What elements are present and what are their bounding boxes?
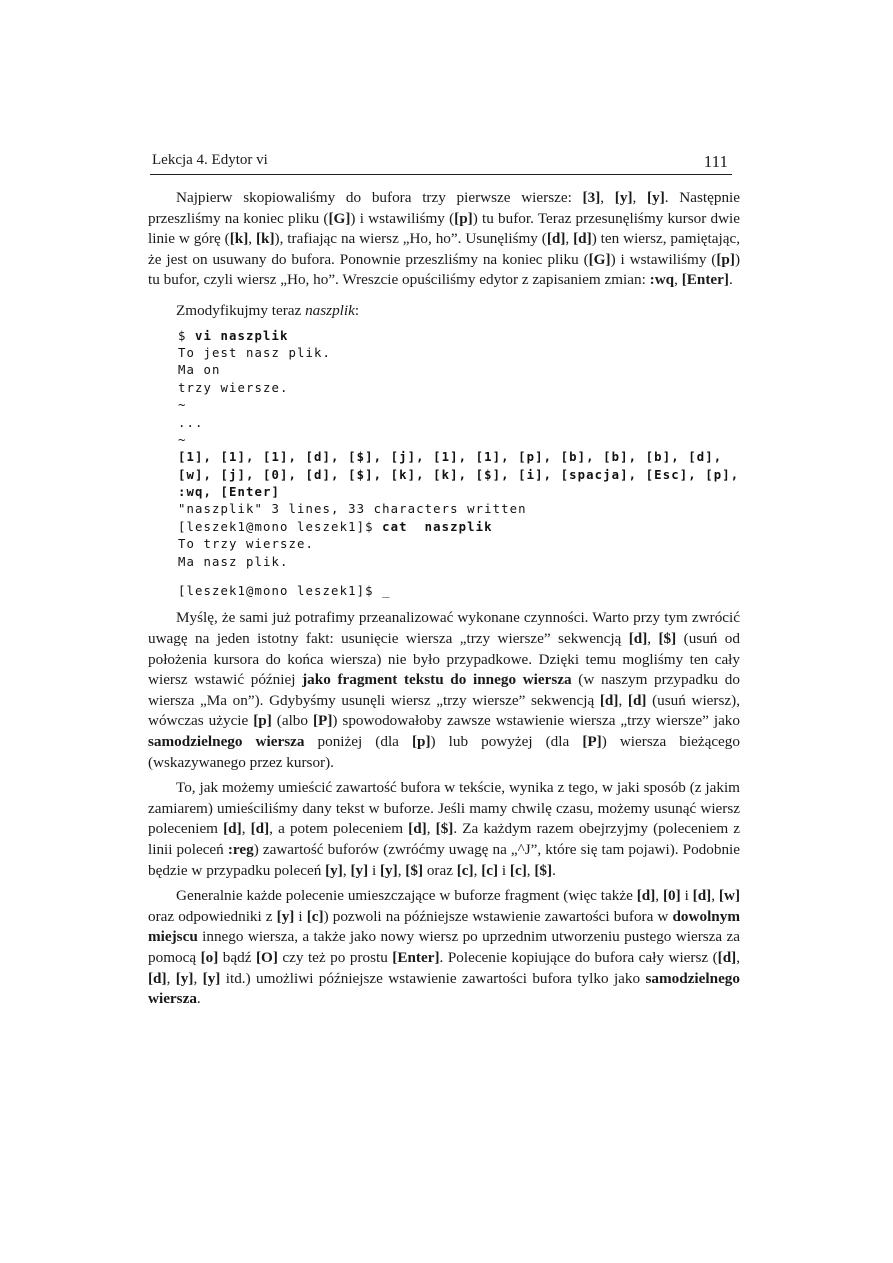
key-command: [d]: [573, 230, 592, 248]
text-run: . Za każdym razem obejrzyjmy (poleceniem z linii poleceń: [148, 820, 741, 858]
text-run: Generalnie każde polecenie umieszczające w buforze fragment (więc także: [176, 887, 637, 905]
text-run: ,: [711, 887, 719, 905]
text-run: itd.) umożliwi późniejsze wstawienie zawartości bufora tylko jako: [220, 969, 646, 987]
intro-sentence: [148, 301, 740, 322]
text-run: ), trafiając na wiersz „Ho, ho”. Usunęliśmy (: [274, 230, 547, 248]
key-command: [c]: [306, 907, 324, 925]
text-run: ,: [248, 230, 256, 248]
terminal-listing: [178, 328, 740, 601]
page-header: [150, 152, 732, 175]
text-run: ) tu bufor, czyli wiersz „Ho, ho”. Wreszcie opuściliśmy edytor z zapisaniem zmian:: [148, 250, 740, 289]
key-command: [y]: [379, 861, 398, 879]
cat-command: cat naszplik: [382, 519, 493, 534]
text-run: .: [552, 861, 556, 879]
text-run: . Polecenie kopiujące do bufora cały wiersz (: [439, 948, 718, 966]
key-command: [$]: [405, 861, 424, 879]
key-command: [y]: [647, 189, 665, 206]
text-run: i: [498, 861, 510, 879]
key-command: [p]: [253, 712, 272, 730]
text-run: ,: [473, 861, 482, 879]
text-run: i: [680, 887, 693, 905]
key-command: [y]: [614, 189, 633, 206]
key-command: [y]: [325, 861, 343, 879]
key-command: [c]: [481, 861, 499, 879]
key-command: [o]: [200, 948, 219, 966]
text-run: , a potem poleceniem: [269, 820, 409, 838]
key-command: [w]: [718, 887, 741, 905]
text-run: oraz odpowiedniki z: [148, 907, 277, 925]
intro-suffix: :: [354, 301, 360, 319]
key-command: dowolnym miejscu: [148, 907, 740, 946]
text-run: ) i wstawiliśmy (: [610, 250, 717, 268]
code-line: ~: [178, 432, 187, 447]
code-line: ...: [178, 415, 204, 430]
key-command: [y]: [350, 861, 369, 879]
key-command: [O]: [255, 948, 278, 966]
key-command: [y]: [202, 969, 221, 987]
paragraph-4: [148, 886, 740, 1010]
intro-filename: naszplik: [305, 301, 355, 319]
intro-prefix: Zmodyfikujmy teraz: [176, 301, 306, 319]
page-body: [148, 188, 740, 1010]
key-sequence-line: :wq, [Enter]: [178, 485, 281, 500]
running-head: Lekcja 4. Edytor vi: [152, 152, 268, 168]
paragraph-2: [148, 608, 740, 773]
key-command: [P]: [582, 732, 602, 750]
text-run: ,: [647, 630, 659, 648]
key-command: samodzielnego wiersza: [148, 732, 305, 750]
text-run: .: [728, 271, 733, 289]
code-gap: [178, 571, 740, 583]
text-run: czy też po prostu: [277, 948, 393, 966]
key-command: [d]: [223, 820, 242, 838]
text-run: ) i wstawiliśmy (: [350, 209, 455, 227]
shell-prompt: [leszek1@mono leszek1]$: [178, 519, 383, 534]
vi-command: vi naszplik: [195, 328, 289, 343]
key-command: [p]: [716, 250, 735, 268]
key-command: [d]: [692, 887, 712, 905]
text-run: ) zawartość buforów (zwróćmy uwagę na „^J”, które się tam pojawi). Podobnie będzie w przypadku poleceń: [148, 840, 740, 879]
key-command: [d]: [599, 691, 619, 709]
key-command: [G]: [588, 250, 611, 268]
code-line: To trzy wiersze.: [178, 537, 315, 552]
text-run: (usuń wiersz), wówczas użycie: [148, 691, 740, 730]
key-command: [$]: [658, 630, 677, 648]
key-command: [p]: [454, 209, 473, 227]
key-command: [y]: [175, 969, 194, 987]
text-run: ) ten wiersz, pamiętając, że jest on usuwany do bufora. Ponownie przeszliśmy na koniec pliku (: [148, 230, 741, 268]
key-command: [c]: [456, 861, 474, 879]
key-command: [k]: [229, 230, 249, 248]
text-run: ) tu bufor. Teraz przesunęliśmy kursor dwie linie w górę (: [148, 209, 740, 248]
key-command: [$]: [534, 861, 553, 879]
text-run: ,: [736, 948, 741, 966]
code-line: [178, 519, 740, 536]
text-run: innego wiersza, a także jako nowy wiersz po uprzednim utworzeniu pustego wiersza za pomocą: [148, 928, 740, 966]
page-number: 111: [703, 152, 728, 171]
key-command: [d]: [408, 820, 427, 838]
shell-prompt: $: [178, 328, 196, 343]
key-command: [G]: [328, 209, 351, 227]
text-run: ,: [526, 861, 535, 879]
text-run: poniżej (dla: [304, 732, 412, 750]
text-run: ,: [426, 820, 436, 838]
text-run: ,: [565, 230, 574, 248]
text-run: ) lub powyżej (dla: [430, 732, 583, 750]
code-line: ~: [178, 398, 187, 413]
text-run: bądź: [218, 948, 256, 966]
key-command: [k]: [255, 230, 275, 248]
text-run: oraz: [423, 861, 457, 879]
vi-status-line: "naszplik" 3 lines, 33 characters written: [178, 502, 527, 517]
key-command: [d]: [636, 887, 656, 905]
text-run: i: [294, 907, 307, 925]
text-run: ,: [193, 969, 203, 987]
text-run: (albo: [271, 712, 313, 730]
key-sequence-line: [w], [j], [0], [d], [$], [k], [k], [$], [i], [spacja], [Esc], [p],: [178, 467, 740, 482]
text-run: ,: [397, 861, 406, 879]
key-command: :wq: [649, 271, 675, 289]
code-line: Ma on: [178, 363, 221, 378]
paragraph-1: [148, 188, 740, 291]
text-run: ,: [632, 189, 648, 206]
text-run: ) spowodowałoby zawsze wstawienie wiersza „trzy wiersze” jako: [332, 712, 740, 730]
text-run: i: [368, 861, 380, 879]
key-command: [c]: [509, 861, 527, 879]
text-run: ,: [655, 887, 663, 905]
text-run: ,: [166, 969, 176, 987]
key-command: :reg: [227, 840, 254, 858]
key-command: [Enter]: [681, 271, 729, 289]
text-run: ) wiersza bieżącego (wskazywanego przez kursor).: [148, 732, 740, 771]
text-run: ,: [600, 189, 615, 206]
text-run: ,: [674, 271, 682, 289]
text-run: Najpierw skopiowaliśmy do bufora trzy pierwsze wiersze:: [176, 189, 583, 206]
key-command: [d]: [627, 691, 647, 709]
paragraph-3: [148, 778, 740, 881]
text-run: ,: [342, 861, 351, 879]
key-command: [d]: [250, 820, 270, 838]
key-command: samodzielnego wiersza: [148, 969, 740, 1008]
code-line: To jest nasz plik.: [178, 345, 332, 360]
text-run: ,: [241, 820, 251, 838]
code-line: Ma nasz plik.: [178, 554, 289, 569]
key-command: [Enter]: [392, 948, 440, 966]
key-command: jako fragment tekstu do innego wiersza: [302, 671, 572, 689]
text-run: .: [196, 990, 201, 1008]
text-run: ,: [618, 691, 628, 709]
key-command: [3]: [582, 189, 601, 206]
key-command: [d]: [717, 948, 737, 966]
text-run: (usuń od położenia kursora do końca wiersza) nie było przypadkowe. Dzięki temu mogliśmy ten cały wiersz wstawić później: [148, 630, 740, 689]
text-run: . Następnie przeszliśmy na koniec pliku (: [148, 189, 741, 227]
final-prompt-line: [leszek1@mono leszek1]$ _: [178, 584, 391, 599]
key-command: [0]: [662, 887, 681, 905]
text-run: Myślę, że sami już potrafimy przeanalizować wykonane czynności. Warto przy tym zwrócić uwagę na jeden istotny fakt: usunięcie wiersza „trzy wiersze” sekwencją: [148, 609, 740, 648]
key-sequence-line: [1], [1], [1], [d], [$], [j], [1], [1], [p], [b], [b], [b], [d],: [178, 450, 723, 465]
key-command: [d]: [628, 630, 648, 648]
key-command: [$]: [435, 820, 454, 838]
text-run: (w naszym przypadku do wiersza „Ma on”). Gdybyśmy usunęli wiersz „trzy wiersze” sekwencją: [148, 671, 740, 709]
key-command: [d]: [148, 969, 167, 987]
text-run: To, jak możemy umieścić zawartość bufora w tekście, wynika z tego, w jaki sposób (z jakim zamiarem) umieściliśmy dany tekst w buforze. Jeśli mamy chwilę czasu, możemy usunąć wiersz poleceniem: [148, 779, 740, 838]
text-run: ) pozwoli na późniejsze wstawienie zawartości bufora w: [323, 907, 673, 925]
key-command: [y]: [276, 907, 295, 925]
code-line: [178, 328, 740, 345]
code-line: trzy wiersze.: [178, 380, 289, 395]
key-command: [p]: [411, 732, 431, 750]
key-command: [P]: [312, 712, 333, 730]
key-command: [d]: [546, 230, 566, 248]
